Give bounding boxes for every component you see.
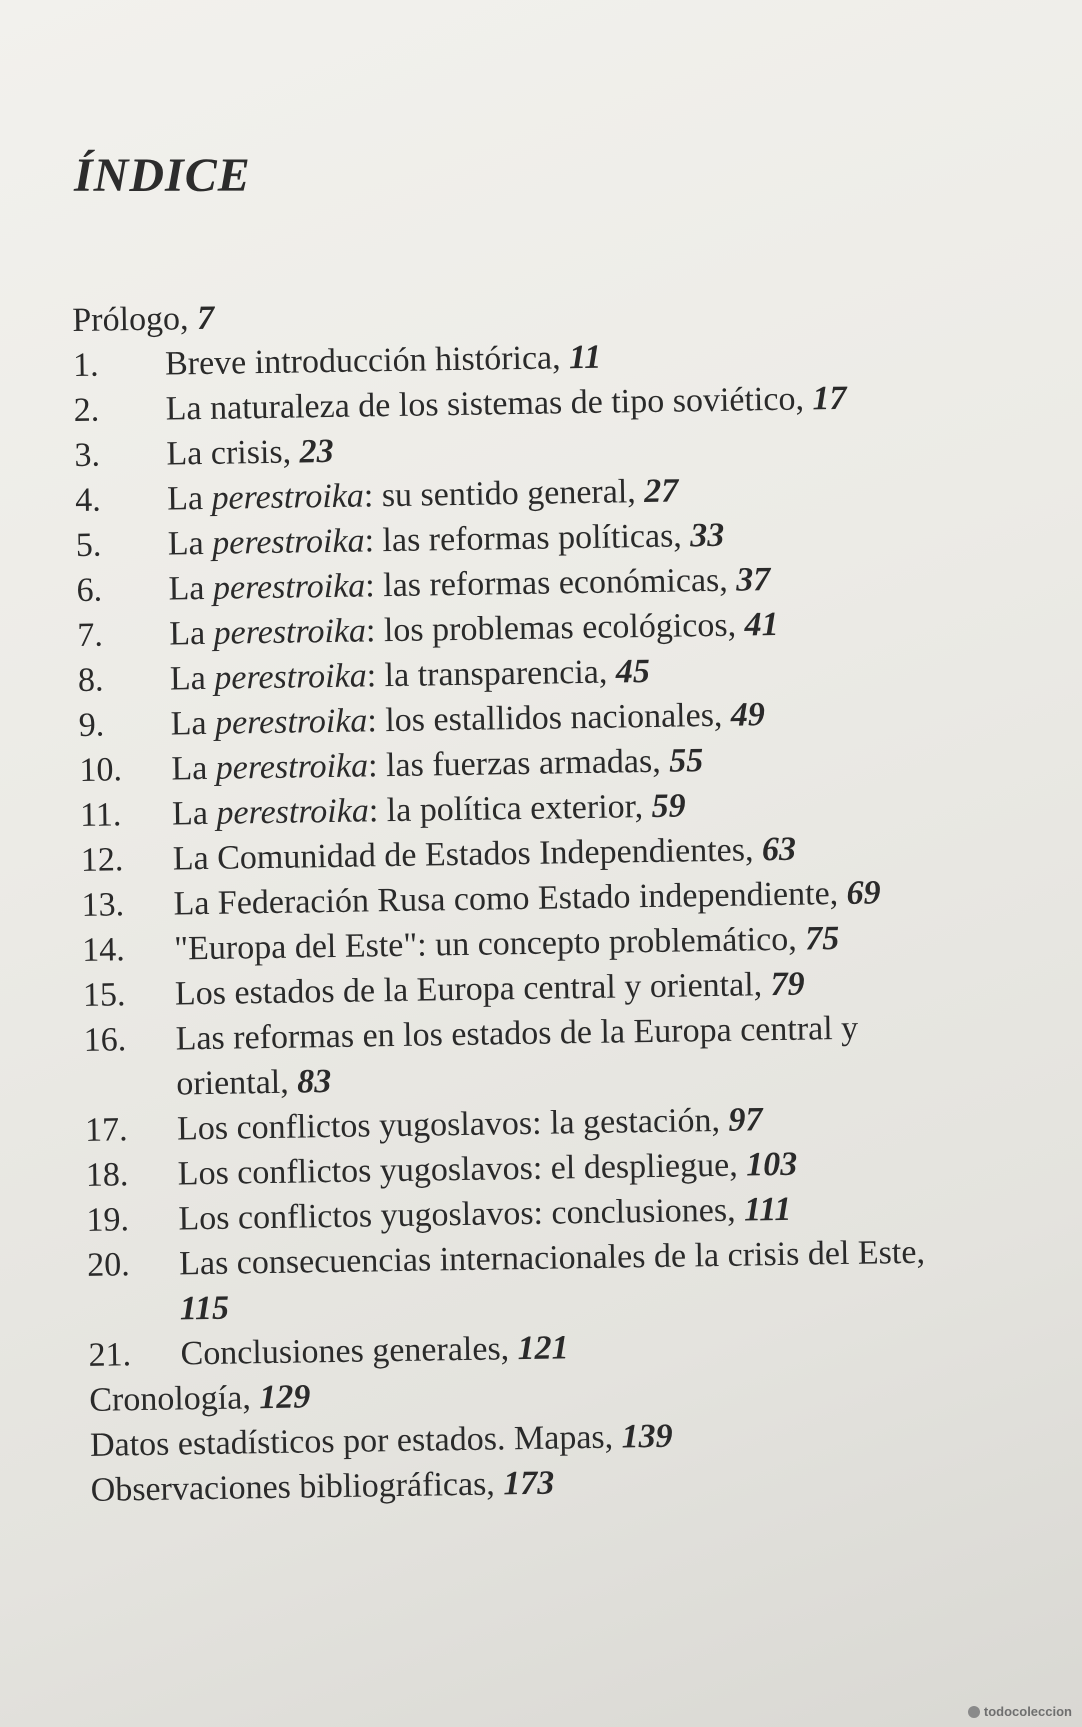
- toc-page-number: 59: [651, 787, 686, 825]
- toc-entry-text: La perestroika: la política exterior, 59: [171, 787, 686, 833]
- toc-page-number: 115: [179, 1289, 230, 1328]
- toc-entry-text: La crisis, 23: [166, 432, 334, 473]
- toc-entry-text: La naturaleza de los sistemas de tipo soviético, 17: [165, 379, 847, 428]
- toc-entry-text: "Europa del Este": un concepto problemático, 75: [173, 920, 840, 968]
- toc-page-number: 63: [761, 830, 797, 869]
- toc-chapter-number: 7.: [77, 616, 104, 654]
- toc-chapter-number: 19.: [86, 1201, 130, 1239]
- toc-page-number: 7: [196, 299, 215, 338]
- toc-entry-text: Los conflictos yugoslavos: la gestación, 97: [176, 1101, 763, 1148]
- toc-chapter-number: 6.: [76, 571, 103, 609]
- toc-entry-text: La perestroika: las reformas económicas, 37: [168, 561, 771, 608]
- toc-page-number: 173: [502, 1464, 555, 1503]
- watermark-text: todocoleccion: [983, 1704, 1072, 1719]
- toc-entry-text: La Comunidad de Estados Independientes, 63: [172, 830, 797, 878]
- toc-entry-text: Los estados de la Europa central y oriental, 79: [174, 965, 805, 1013]
- toc-chapter-number: 20.: [86, 1246, 130, 1284]
- toc-entry-text: Prólogo, 7: [72, 299, 215, 339]
- toc-chapter-number: 17.: [84, 1111, 128, 1149]
- toc-chapter-number: 21.: [88, 1336, 132, 1374]
- toc-entry-text: Conclusiones generales, 121: [180, 1329, 569, 1373]
- toc-entry: [87, 1229, 988, 1333]
- toc-chapter-number: 13.: [81, 886, 125, 924]
- toc-chapter-number: 8.: [77, 661, 104, 699]
- table-of-contents: [72, 284, 991, 1513]
- toc-page-number: 27: [643, 472, 679, 511]
- toc-chapter-number: 15.: [82, 976, 126, 1014]
- toc-page-number: 129: [258, 1378, 311, 1417]
- toc-page-number: 55: [668, 742, 704, 780]
- toc-chapter-number: 12.: [80, 841, 124, 879]
- toc-entry-text: La perestroika: la transparencia, 45: [169, 652, 651, 698]
- toc-entry-text: Los conflictos yugoslavos: el despliegue, 103: [177, 1145, 798, 1193]
- toc-page-number: 83: [296, 1063, 332, 1101]
- toc-page-number: 11: [568, 338, 602, 377]
- toc-chapter-number: 2.: [73, 391, 100, 429]
- toc-entry-text: La perestroika: las fuerzas armadas, 55: [171, 742, 704, 788]
- toc-entry-text: La perestroika: su sentido general, 27: [166, 472, 679, 518]
- toc-entry: [83, 1004, 984, 1108]
- toc-page-number: 121: [517, 1329, 569, 1368]
- toc-entry-text: Observaciones bibliográficas, 173: [90, 1464, 555, 1509]
- toc-page-number: 97: [728, 1101, 763, 1139]
- page-title: ÍNDICE: [74, 149, 251, 202]
- toc-chapter-number: 3.: [74, 436, 101, 474]
- toc-page-number: 23: [299, 432, 334, 471]
- toc-chapter-number: 11.: [79, 796, 122, 834]
- toc-page-number: 17: [812, 379, 847, 418]
- toc-chapter-number: 18.: [85, 1156, 129, 1194]
- toc-page-number: 41: [744, 605, 779, 644]
- toc-entry-text: Breve introducción histórica, 11: [164, 338, 602, 383]
- toc-entry-text: La perestroika: los estallidos nacionales, 49: [170, 696, 766, 743]
- watermark: [968, 1704, 1072, 1719]
- watermark-logo-icon: [968, 1706, 980, 1718]
- toc-page-number: 111: [743, 1190, 792, 1229]
- toc-entry-text: Cronología, 129: [89, 1378, 311, 1419]
- toc-entry-text: Las reformas en los estados de la Europa central y oriental, 83: [175, 1009, 859, 1103]
- toc-page-number: 45: [615, 652, 651, 691]
- toc-entry-text: Las consecuencias internacionales de la crisis del Este, 115: [178, 1233, 926, 1328]
- toc-page-number: 69: [846, 874, 881, 912]
- toc-page-number: 139: [621, 1417, 673, 1456]
- toc-chapter-number: 1.: [72, 346, 99, 384]
- toc-chapter-number: 10.: [79, 751, 123, 789]
- toc-entry-text: La perestroika: los problemas ecológicos, 41: [168, 605, 779, 653]
- toc-page-number: 75: [804, 920, 840, 958]
- toc-chapter-number: 14.: [81, 931, 126, 969]
- toc-entry-text: La perestroika: las reformas políticas, 33: [167, 516, 725, 563]
- toc-chapter-number: 4.: [74, 481, 101, 519]
- toc-entry-text: Datos estadísticos por estados. Mapas, 139: [89, 1417, 673, 1464]
- toc-chapter-number: 9.: [78, 706, 105, 744]
- toc-page-number: 49: [730, 696, 766, 734]
- toc-chapter-number: 5.: [75, 526, 102, 564]
- toc-page-number: 79: [770, 965, 805, 1004]
- toc-chapter-number: 16.: [83, 1021, 127, 1059]
- toc-entry-text: Los conflictos yugoslavos: conclusiones, 111: [178, 1190, 792, 1238]
- toc-page-number: 33: [689, 516, 725, 555]
- toc-page-number: 37: [735, 561, 771, 599]
- toc-page-number: 103: [745, 1145, 798, 1184]
- toc-entry-text: La Federación Rusa como Estado independiente, 69: [173, 874, 881, 923]
